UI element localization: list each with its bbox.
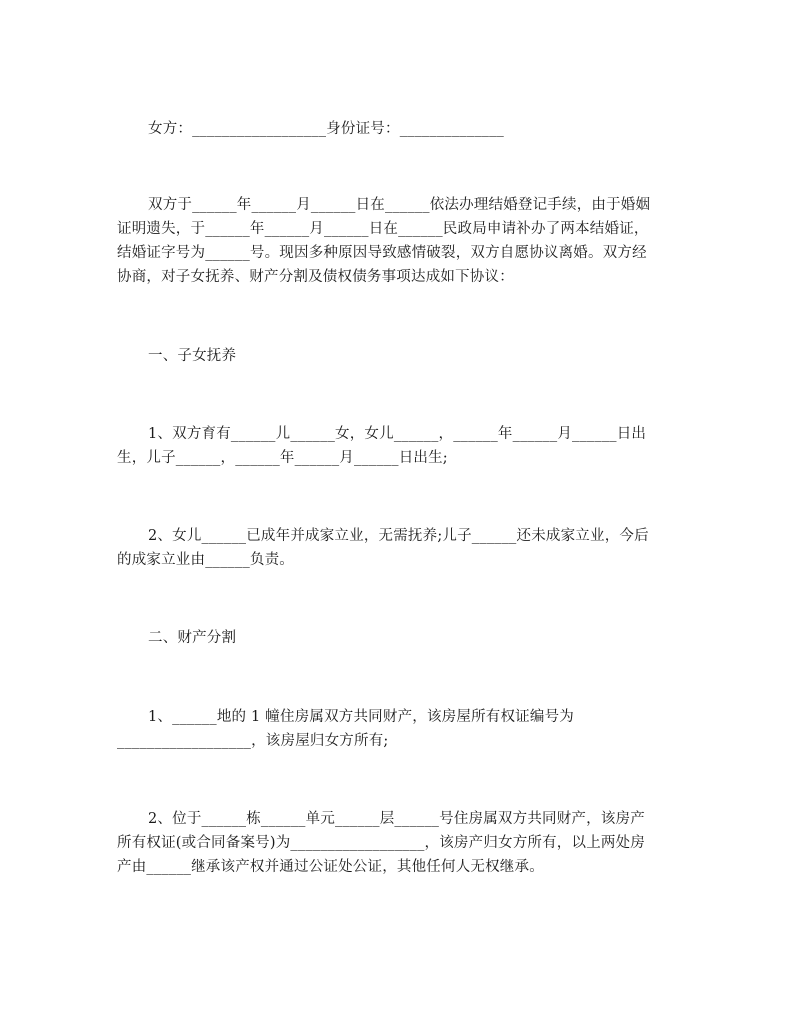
children-item-2-line-2: 的成家立业由______负责。 — [117, 552, 294, 568]
section-heading-children: 一、子女抚养 — [148, 348, 237, 364]
intro-line-4: 协商，对子女抚养、财产分割及债权债务事项达成如下协议： — [117, 269, 514, 285]
property-item-2-line-3: 产由______继承该产权并通过公证处公证，其他任何人无权继承。 — [117, 859, 544, 875]
property-item-2-line-1: 2、位于______栋______单元______层______号住房属双方共同财产，该房产 — [148, 811, 645, 827]
intro-line-3: 结婚证字号为______号。现因多种原因导致感情破裂，双方自愿协议离婚。双方经 — [117, 245, 647, 261]
property-item-1-line-2: __________________，该房屋归女方所有; — [117, 733, 389, 749]
children-item-2-line-1: 2、女儿______已成年并成家立业，无需抚养;儿子______还未成家立业，今后 — [148, 528, 649, 544]
intro-line-1: 双方于______年______月______日在______依法办理结婚登记手续，由于婚姻 — [148, 197, 651, 213]
section-heading-property: 二、财产分割 — [148, 630, 237, 646]
property-item-2-line-2: 所有权证(或合同备案号)为__________________，该房产归女方所有，以上两处房 — [117, 835, 646, 851]
children-item-1-line-1: 1、双方育有______儿______女，女儿______，______年______月______日出 — [148, 426, 647, 442]
property-item-1-line-1: 1、______地的 1 幢住房属双方共同财产，该房屋所有权证编号为 — [148, 709, 574, 725]
party-woman-line: 女方：__________________身份证号：______________ — [148, 121, 504, 137]
intro-line-2: 证明遗失，于______年______月______日在______民政局申请补办了两本结婚证， — [117, 221, 649, 237]
children-item-1-line-2: 生，儿子______，______年______月______日出生; — [117, 450, 448, 466]
